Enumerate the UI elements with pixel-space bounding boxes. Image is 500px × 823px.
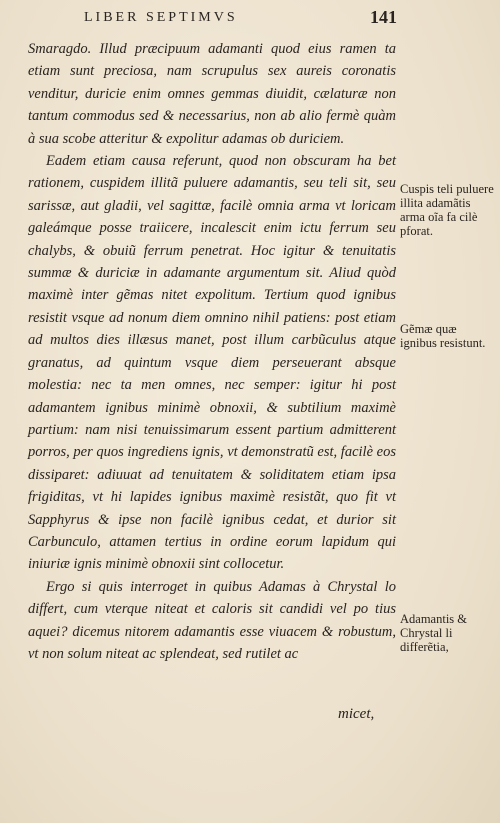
marginal-note-1: Cuspis teli puluere illita adamãtis arma oĩa fa cilè pforat.: [400, 182, 494, 238]
page-header: [0, 6, 500, 28]
paragraph-2: Eadem etiam causa referunt, quod non obscuram ha bet rationem, cuspidem illitã puluere adamantis, seu teli sit, seu sarissæ, aut gladii, vel sagittæ, facilè omnia arma vt loricam galeámque posse traiicere, incalescit enim ictu ferrum seu chalybs, & obuiũ ferrum penetrat. Hoc igitur & tenuitatis summæ & duriciæ in adamante argumentum sit. Aliud quòd maximè inter gẽmas nitet expolitum. Tertium quod ignibus resistit vsque ad nonum diem omnino nihil patiens: post etiam ad multos dies illæsus manet, post illum carbũculus atque granatus, ad quintum vsque diem perseuerant absque molestia: nec ta men omnes, nec semper: igitur hi post adamantem ignibus minimè obnoxii, & subtilium maximè partium: nam nisi tenuissimarum essent partium admitterent porros, per quos ingrediens ignis, vt demonstratũ est, facilè eos dissiparet: adiuuat ad tenuitatem & soliditatem etiam ipsa frigiditas, vt hi lapides ignibus maximè resistãt, quo fit vt Sapphyrus & ipse non facilè ignibus cedat, et durior sit Carbunculo, attamen tertius in ordine eorum lapidum qui iniuriæ ignis minimè obnoxii sint collocetur.: [28, 153, 396, 573]
running-head: LIBER SEPTIMVS: [84, 10, 238, 25]
marginal-note-2: Gẽmæ quæ ignibus resistunt.: [400, 322, 486, 350]
paragraph-1: Smaragdo. Illud præcipuum adamanti quod eius ramen ta etiam sunt preciosa, nam scrupulus sex aureis coronatis venditur, duricie enim omnes gemmas diuidit, cælaturæ non tantum commodus sed & necessarius, non ab alio fermè quàm à sua scobe atteritur & expolitur adamas ob duriciem.: [28, 41, 396, 147]
marginal-note-3: Adamantis & Chrystal li differẽtia,: [400, 612, 468, 654]
page-number: 141: [370, 7, 397, 27]
main-text: [28, 38, 396, 665]
paragraph-3: Ergo si quis interroget in quibus Adamas à Chrystal lo differt, cum vterque niteat et caloris sit candidi vel po tius aquei? dicemus nitorem adamantis esse viuacem & robustum, vt non solum niteat ac splendeat, sed rutilet ac: [28, 578, 396, 662]
catchword: micet,: [338, 706, 375, 722]
